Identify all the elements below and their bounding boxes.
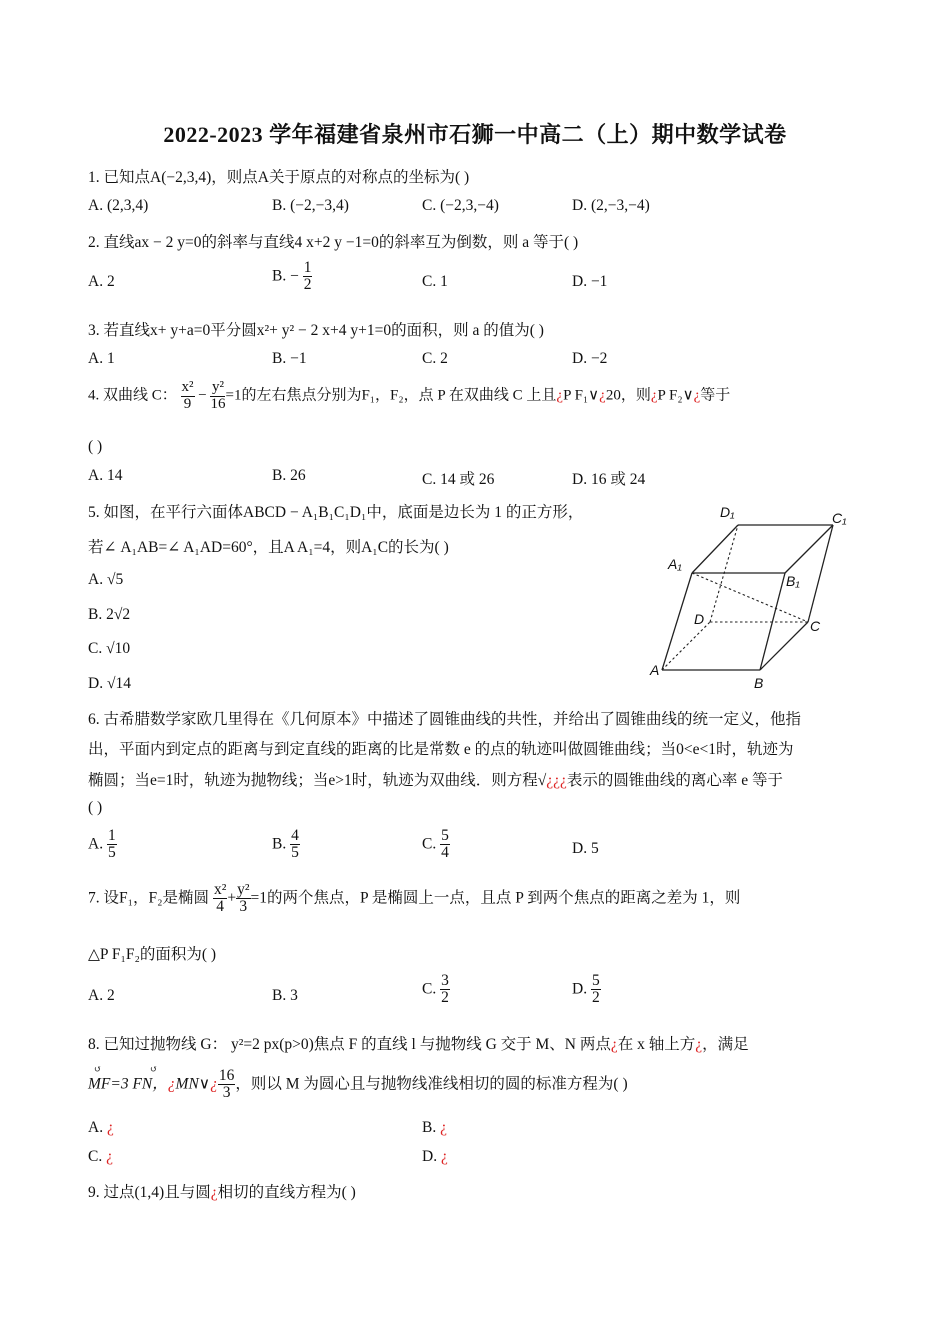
q6-paren: ( ) — [88, 799, 103, 816]
q5-option-d: D. √14 — [88, 675, 131, 692]
q4-option-b: B. 26 — [272, 467, 306, 484]
garbled-char: ¿ — [610, 1036, 618, 1053]
garbled-char: ¿ — [695, 1036, 703, 1053]
label-c: C — [810, 618, 821, 634]
fraction-denominator: 2 — [591, 989, 600, 1007]
q3-option-c: C. 2 — [422, 350, 448, 367]
q7-option-d — [572, 973, 601, 1007]
fraction-numerator: x² — [181, 379, 194, 395]
q8-option-a — [88, 1119, 114, 1137]
option-prefix: D. — [422, 1148, 438, 1165]
q3-option-b: B. −1 — [272, 350, 307, 367]
fraction-denominator: 16 — [210, 395, 226, 412]
garbled-char: ¿ — [556, 387, 564, 404]
fraction-numerator: 1 — [303, 259, 312, 276]
fraction-denominator: 5 — [291, 844, 299, 862]
fraction-denominator: 2 — [441, 989, 449, 1007]
q6-line3 — [88, 768, 783, 790]
q4-paren: ( ) — [88, 438, 103, 455]
q8-option-d — [422, 1148, 448, 1166]
q3-stem: 3. 若直线x+ y+a=0平分圆x²+ y² − 2 x+4 y+1=0的面积，则 a 的值为( ) — [88, 322, 544, 339]
q8-line2 — [88, 1068, 628, 1102]
label-b1: B₁ — [786, 573, 800, 589]
label-a1: A₁ — [668, 556, 682, 572]
q8-line2-mn: MN∨ — [175, 1075, 211, 1093]
label-d1: D₁ — [720, 504, 735, 520]
fraction-numerator: 5 — [591, 972, 600, 989]
edge-cc1 — [808, 525, 833, 622]
q2-option-b-prefix: B. − — [272, 267, 299, 285]
q2-option-b — [272, 260, 312, 294]
q6-line3-end: 表示的圆锥曲线的离心率 e 等于 — [566, 772, 784, 789]
q2-option-b-fraction — [303, 260, 313, 294]
q4-fraction-y — [210, 380, 225, 413]
q7-option-b: B. 3 — [272, 987, 298, 1004]
fraction-numerator: 1 — [107, 827, 116, 844]
q6-line1: 6. 古希腊数学家欧几里得在《几何原本》中描述了圆锥曲线的共性，并给出了圆锥曲线的统一定义，他指 — [88, 711, 802, 728]
q8-option-b — [422, 1119, 447, 1137]
q4-fraction-x — [181, 380, 195, 413]
q6-line3-start: 椭圆；当e=1时，轨迹为抛物线；当e>1时，轨迹为双曲线．则方程√ — [88, 772, 547, 789]
q6-option-a — [88, 828, 117, 862]
garbled-char: ¿ — [106, 1119, 114, 1136]
q8-line2-vectors: MF=3 FN， — [88, 1075, 168, 1093]
vector-arrow-mf: ↺ — [94, 1064, 102, 1074]
q9-stem — [88, 1180, 356, 1202]
fraction-denominator: 3 — [222, 1084, 231, 1102]
fraction-numerator: 16 — [218, 1067, 235, 1084]
q7-fraction-x — [213, 882, 227, 916]
option-prefix: A. — [88, 835, 104, 853]
fraction-numerator: x² — [213, 881, 227, 898]
q8-line1-start: 8. 已知过抛物线 G： y²=2 px(p>0)焦点 F 的直线 l 与抛物线 G 交于 M、N 两点 — [88, 1036, 611, 1053]
q1-option-c: C. (−2,3,−4) — [422, 197, 499, 214]
q4-stem-20: 20，则 — [605, 387, 651, 404]
q1-option-a: A. (2,3,4) — [88, 197, 149, 214]
garbled-char: ¿ — [650, 387, 658, 404]
q3-option-a: A. 1 — [88, 350, 115, 367]
option-prefix: C. — [422, 980, 437, 998]
fraction-denominator: 4 — [441, 844, 449, 862]
q2-option-c: C. 1 — [422, 273, 448, 290]
q7-option-c — [422, 973, 450, 1007]
q1-stem: 1. 已知点A(−2,3,4)，则点A关于原点的对称点的坐标为( ) — [88, 169, 470, 186]
option-prefix: A. — [88, 1119, 104, 1136]
q7-stem-end: =1的两个焦点，P 是椭圆上一点，且点 P 到两个焦点的距离之差为 1，则 — [250, 889, 741, 907]
fraction-denominator: 3 — [239, 898, 248, 916]
garbled-char: ¿ — [210, 1184, 218, 1201]
edge-b1c1 — [785, 525, 833, 573]
q2-option-a: A. 2 — [88, 273, 115, 290]
q4-stem-pf1: P F₁∨ — [563, 387, 600, 404]
q5-option-b: B. 2√2 — [88, 606, 131, 623]
label-c1: C₁ — [832, 510, 847, 526]
garbled-char: ¿ — [693, 387, 701, 404]
q1-option-b: B. (−2,−3,4) — [272, 197, 349, 214]
garbled-chars: ¿¿¿ — [546, 772, 567, 789]
q6-option-d: D. 5 — [572, 840, 599, 857]
label-d: D — [694, 611, 705, 627]
garbled-char: ¿ — [440, 1148, 448, 1165]
q5-option-c: C. √10 — [88, 640, 131, 657]
q7-fraction-y — [236, 882, 250, 916]
fraction-numerator: 5 — [441, 827, 449, 844]
q7-option-c-fraction — [440, 973, 450, 1007]
q8-line2-end: ，则以 M 为圆心且与抛物线准线相切的圆的标准方程为( ) — [235, 1075, 628, 1093]
q6-option-b — [272, 828, 300, 862]
edge-bc — [760, 622, 808, 670]
q6-option-b-fraction — [290, 828, 300, 862]
q4-stem — [88, 380, 730, 413]
garbled-char: ¿ — [440, 1119, 447, 1136]
fraction-numerator: 4 — [291, 827, 299, 844]
parallelepiped-figure — [640, 500, 870, 695]
q4-stem-start: 4. 双曲线 C： — [88, 387, 177, 404]
q6-line2: 出，平面内到定点的距离与到定直线的距离的比是常数 e 的点的轨迹叫做圆锥曲线；当0<e<1时，轨迹为 — [88, 741, 794, 758]
garbled-char: ¿ — [106, 1148, 113, 1165]
q6-option-a-fraction — [107, 828, 117, 862]
q6-option-c — [422, 828, 450, 862]
label-b: B — [754, 675, 764, 691]
plus-sign: + — [227, 889, 237, 907]
q7-option-d-fraction — [591, 973, 601, 1007]
q4-stem-mid: =1的左右焦点分别为F₁，F₂，点 P 在双曲线 C 上且 — [225, 387, 557, 404]
fraction-numerator: y² — [211, 379, 224, 395]
q5-stem-line1: 5. 如图，在平行六面体ABCD − A₁B₁C₁D₁中，底面是边长为 1 的正方形， — [88, 504, 584, 521]
q4-stem-end: 等于 — [700, 387, 731, 404]
fraction-denominator: 5 — [107, 844, 116, 862]
q5-option-a: A. √5 — [88, 571, 124, 588]
q4-option-a: A. 14 — [88, 467, 123, 484]
option-prefix: D. — [572, 980, 588, 998]
q2-stem: 2. 直线ax − 2 y=0的斜率与直线4 x+2 y −1=0的斜率互为倒数，则 a 等于( ) — [88, 234, 579, 251]
q7-option-a: A. 2 — [88, 987, 115, 1004]
vector-arrow-fn: ↺ — [150, 1064, 158, 1074]
garbled-char: ¿ — [167, 1075, 176, 1093]
q6-option-c-fraction — [440, 828, 450, 862]
garbled-char: ¿ — [599, 387, 606, 404]
fraction-denominator: 2 — [303, 276, 312, 294]
q8-line1 — [88, 1032, 749, 1054]
q8-line1-mid: 在 x 轴上方 — [617, 1036, 696, 1053]
q8-line1-end: ，满足 — [702, 1036, 749, 1053]
fraction-denominator: 9 — [183, 395, 192, 412]
page-title: 2022-2023 学年福建省泉州市石狮一中高二（上）期中数学试卷 — [163, 122, 787, 147]
q4-option-c: C. 14 或 26 — [422, 471, 495, 488]
q7-stem — [88, 882, 740, 916]
q1-option-d: D. (2,−3,−4) — [572, 197, 650, 214]
q4-option-d: D. 16 或 24 — [572, 471, 646, 488]
q9-stem-end: 相切的直线方程为( ) — [217, 1184, 356, 1201]
garbled-char: ¿ — [210, 1075, 218, 1093]
q7-stem-start: 7. 设F₁，F₂是椭圆 — [88, 889, 210, 907]
q5-stem-line2: 若∠ A₁AB=∠ A₁AD=60°，且A A₁=4，则A₁C的长为( ) — [88, 539, 449, 556]
label-a: A — [650, 662, 660, 678]
q4-stem-pf2: P F₂∨ — [657, 387, 694, 404]
q2-option-d: D. −1 — [572, 273, 608, 290]
option-prefix: B. — [272, 835, 287, 853]
option-prefix: C. — [422, 835, 437, 853]
q9-stem-start: 9. 过点(1,4)且与圆 — [88, 1184, 211, 1201]
option-prefix: B. — [422, 1119, 437, 1136]
fraction-numerator: y² — [237, 881, 250, 898]
q3-option-d: D. −2 — [572, 350, 608, 367]
fraction-numerator: 3 — [441, 972, 449, 989]
q8-fraction — [218, 1068, 236, 1102]
q8-option-c — [88, 1148, 113, 1166]
option-prefix: C. — [88, 1148, 103, 1165]
fraction-denominator: 4 — [216, 898, 225, 916]
q7-line2: △P F₁F₂的面积为( ) — [88, 946, 217, 963]
minus-sign: − — [198, 387, 207, 404]
